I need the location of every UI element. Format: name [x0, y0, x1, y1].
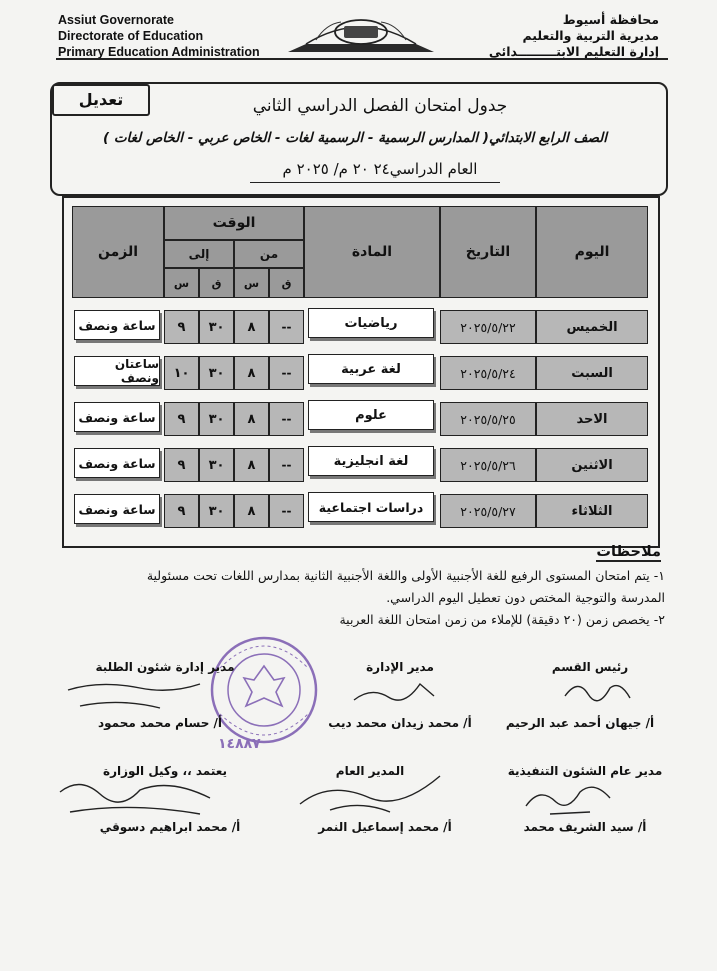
sig-name-general-director: أ/ محمد إسماعيل النمر: [318, 820, 452, 834]
header-ar-line: إدارة التعليم الابتـــــــــدائي: [488, 44, 659, 59]
header-time: الوقت: [164, 206, 304, 240]
cell-duration: ساعة ونصف: [74, 310, 160, 340]
cell-from-minute: --: [269, 402, 304, 436]
sig-title-administration-director: مدير الإدارة: [366, 660, 434, 674]
exam-table: [62, 196, 660, 548]
note-1: ١- يتم امتحان المستوى الرفيع للغة الأجنبية الأولى واللغة الأجنبية الثانية بمدارس اللغات تحت مسئولية: [146, 568, 665, 583]
stamp-number: ١٤٨٨٧: [218, 736, 261, 752]
cell-from-minute: --: [269, 494, 304, 528]
cell-duration: ساعة ونصف: [74, 448, 160, 478]
cell-duration: ساعتان ونصف: [74, 356, 160, 386]
year-underline: [250, 182, 500, 183]
signature-executive-affairs-director: [520, 778, 630, 818]
cell-from-hour: ٨: [234, 402, 269, 436]
sig-name-administration-director: أ/ محمد زيدان محمد ديب: [328, 716, 472, 730]
header-to-hour: س: [164, 268, 199, 298]
cell-from-minute: --: [269, 448, 304, 482]
directorate-logo-icon: [286, 10, 436, 56]
sig-name-executive-affairs-director: أ/ سيد الشريف محمد: [523, 820, 647, 834]
cell-subject: علوم: [308, 400, 434, 430]
header-english: [58, 12, 278, 60]
header-from-hour: س: [234, 268, 269, 298]
header-en-line: Primary Education Administration: [58, 45, 260, 59]
cell-to-hour: ٩: [164, 402, 199, 436]
signature-undersecretary: [50, 772, 230, 820]
cell-to-hour: ١٠: [164, 356, 199, 390]
header-from-minute: ق: [269, 268, 304, 298]
cell-to-hour: ٩: [164, 310, 199, 344]
exam-subtitle: الصف الرابع الابتدائي( المدارس الرسمية - الرسمية لغات - الخاص عربي - الخاص لغات ): [102, 130, 608, 146]
sig-title-undersecretary: يعتمد ،، وكيل الوزارة: [102, 764, 227, 778]
cell-date: ٢٠٢٥/٥/٢٦: [440, 448, 536, 482]
cell-to-minute: ٣٠: [199, 310, 234, 344]
sig-title-executive-affairs-director: مدير عام الشئون التنفيذية: [507, 764, 663, 778]
cell-to-hour: ٩: [164, 448, 199, 482]
cell-subject: لغة عربية: [308, 354, 434, 384]
sig-name-undersecretary: أ/ محمد ابراهيم دسوقي: [99, 820, 241, 834]
header-ar-line: مديرية التربية والتعليم: [522, 28, 659, 43]
sig-title-head-of-section: رئيس القسم: [551, 660, 629, 674]
cell-subject: لغة انجليزية: [308, 446, 434, 476]
header-from: من: [234, 240, 304, 268]
cell-day: الثلاثاء: [536, 494, 648, 528]
sig-name-student-affairs-director: أ/ حسام محمد محمود: [97, 716, 223, 730]
cell-to-minute: ٣٠: [199, 356, 234, 390]
header-duration: الزمن: [72, 206, 164, 298]
exam-title: جدول امتحان الفصل الدراسي الثاني: [252, 96, 508, 116]
cell-from-hour: ٨: [234, 494, 269, 528]
notes-heading: ملاحظات: [596, 544, 661, 560]
signature-student-affairs-director: [60, 676, 210, 716]
header-ar-line: محافظة أسيوط: [562, 12, 659, 27]
sig-title-general-director: المدير العام: [335, 764, 405, 778]
cell-subject: دراسات اجتماعية: [308, 492, 434, 522]
signature-administration-director: [350, 676, 440, 708]
cell-from-minute: --: [269, 356, 304, 390]
sig-name-head-of-section: أ/ جيهان أحمد عبد الرحيم: [505, 716, 655, 730]
cell-from-hour: ٨: [234, 448, 269, 482]
cell-duration: ساعة ونصف: [74, 402, 160, 432]
academic-year: العام الدراسي٢٤ ٢٠ م/ ٢٠٢٥ م: [282, 160, 478, 178]
note-1-continued: المدرسة والتوجية المختص دون تعطيل اليوم الدراسي.: [386, 590, 665, 605]
signature-general-director: [290, 770, 450, 816]
cell-subject: رياضيات: [308, 308, 434, 338]
cell-to-hour: ٩: [164, 494, 199, 528]
cell-duration: ساعة ونصف: [74, 494, 160, 524]
cell-from-hour: ٨: [234, 310, 269, 344]
cell-to-minute: ٣٠: [199, 448, 234, 482]
header-subject: المادة: [304, 206, 440, 298]
cell-day: الخميس: [536, 310, 648, 344]
signature-head-of-section: [560, 676, 640, 706]
cell-day: الاثنين: [536, 448, 648, 482]
header-to: إلى: [164, 240, 234, 268]
cell-day: السبت: [536, 356, 648, 390]
sig-title-student-affairs-director: مدير إدارة شئون الطلبة: [95, 660, 235, 674]
cell-date: ٢٠٢٥/٥/٢٢: [440, 310, 536, 344]
cell-date: ٢٠٢٥/٥/٢٥: [440, 402, 536, 436]
amendment-tag: تعديل: [52, 84, 150, 116]
header-en-line: Directorate of Education: [58, 29, 204, 43]
header-day: اليوم: [536, 206, 648, 298]
header-divider: [56, 58, 668, 60]
header-date: التاريخ: [440, 206, 536, 298]
cell-date: ٢٠٢٥/٥/٢٧: [440, 494, 536, 528]
header-to-minute: ق: [199, 268, 234, 298]
cell-from-minute: --: [269, 310, 304, 344]
cell-to-minute: ٣٠: [199, 402, 234, 436]
cell-day: الاحد: [536, 402, 648, 436]
header-arabic: [469, 12, 659, 60]
header-en-line: Assiut Governorate: [58, 13, 175, 27]
note-2: ٢- يخصص زمن (٢٠ دقيقة) للإملاء من زمن امتحان اللغة العربية: [339, 612, 665, 627]
cell-to-minute: ٣٠: [199, 494, 234, 528]
cell-date: ٢٠٢٥/٥/٢٤: [440, 356, 536, 390]
cell-from-hour: ٨: [234, 356, 269, 390]
